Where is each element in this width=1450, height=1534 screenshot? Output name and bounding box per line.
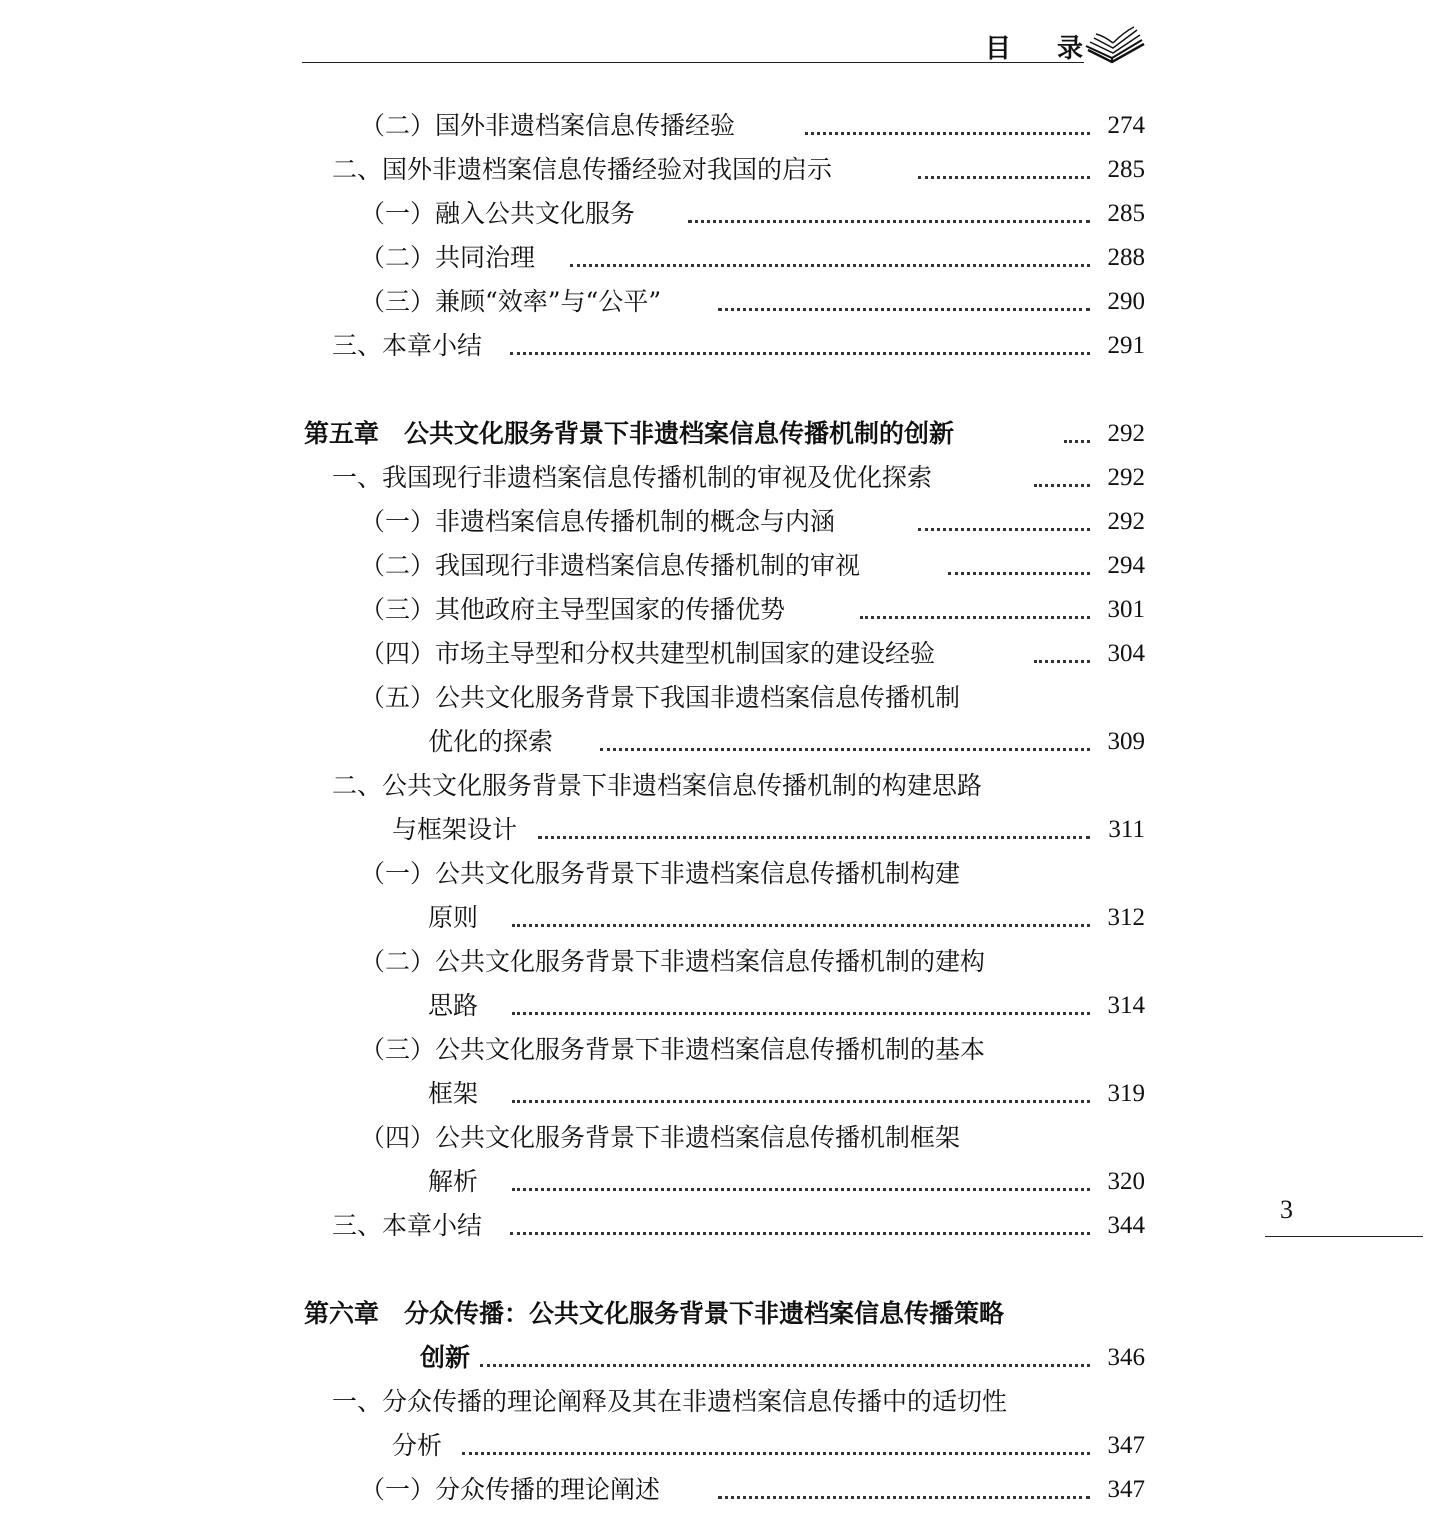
toc-page-number: 285 [1107, 156, 1145, 183]
toc-entry-title: 解析 [428, 1167, 479, 1196]
toc-entry[interactable] [0, 1470, 1150, 1510]
toc-entry[interactable] [0, 150, 1150, 190]
toc-entry-title: （五）公共文化服务背景下我国非遗档案信息传播机制 [360, 683, 961, 712]
toc-page-number: 319 [1107, 1080, 1145, 1107]
leader-dots [948, 572, 1090, 575]
leader-dots [1034, 660, 1090, 663]
leader-dots [512, 1100, 1090, 1103]
leader-dots [688, 220, 1090, 223]
toc-entry[interactable] [0, 326, 1150, 366]
toc-page-number: 312 [1107, 904, 1145, 931]
toc-entry-continuation[interactable] [0, 1162, 1150, 1202]
toc-entry-title: （一）分众传播的理论阐述 [360, 1475, 661, 1504]
leader-dots [570, 264, 1090, 267]
toc-entry-title: （一）非遗档案信息传播机制的概念与内涵 [360, 507, 836, 536]
toc-entry-title: （一）融入公共文化服务 [360, 199, 636, 228]
page-number: 3 [1280, 1195, 1293, 1224]
toc-page-number: 320 [1107, 1168, 1145, 1195]
toc-page-number: 294 [1107, 552, 1145, 579]
leader-dots [1034, 484, 1090, 487]
toc-page-number: 314 [1107, 992, 1145, 1019]
toc-page-number: 292 [1107, 508, 1145, 535]
toc-entry[interactable] [0, 766, 1150, 806]
toc-entry[interactable] [0, 634, 1150, 674]
toc-entry[interactable] [0, 502, 1150, 542]
toc-entry-title: （二）公共文化服务背景下非遗档案信息传播机制的建构 [360, 947, 986, 976]
toc-entry[interactable] [0, 854, 1150, 894]
toc-entry-continuation[interactable] [0, 986, 1150, 1026]
toc-entry[interactable] [0, 1118, 1150, 1158]
toc-page-number: 304 [1107, 640, 1145, 667]
toc-entry-title: （一）公共文化服务背景下非遗档案信息传播机制构建 [360, 859, 961, 888]
leader-dots [718, 1496, 1090, 1499]
toc-entry-continuation[interactable] [0, 1426, 1150, 1466]
toc-entry-title: （三）公共文化服务背景下非遗档案信息传播机制的基本 [360, 1035, 986, 1064]
toc-entry-title: （四）市场主导型和分权共建型机制国家的建设经验 [360, 639, 936, 668]
toc-entry[interactable] [0, 546, 1150, 586]
toc-entry-title: 框架 [428, 1079, 479, 1108]
page-number-rule [1265, 1236, 1423, 1237]
toc-entry-title: （三）兼顾“效率”与“公平” [360, 287, 662, 316]
toc-page-number: 309 [1107, 728, 1145, 755]
toc-entry[interactable] [0, 1206, 1150, 1246]
open-book-icon [1082, 24, 1148, 64]
toc-entry[interactable] [0, 590, 1150, 630]
toc-entry-title: 分析 [392, 1431, 443, 1460]
toc-page-number: 346 [1107, 1344, 1145, 1371]
toc-page-number: 344 [1107, 1212, 1145, 1239]
leader-dots [512, 924, 1090, 927]
toc-page-number: 291 [1107, 332, 1145, 359]
leader-dots [918, 176, 1090, 179]
toc-page-number: 288 [1107, 244, 1145, 271]
toc-entry-title: 第五章 公共文化服务背景下非遗档案信息传播机制的创新 [304, 419, 955, 448]
toc-entry-title: 创新 [420, 1343, 471, 1372]
toc-page-number: 290 [1107, 288, 1145, 315]
toc-entry[interactable] [0, 458, 1150, 498]
toc-entry-title: 第六章 分众传播：公共文化服务背景下非遗档案信息传播策略 [304, 1299, 1005, 1328]
toc-entry-title: 思路 [428, 991, 479, 1020]
toc-page-number: 274 [1107, 112, 1145, 139]
leader-dots [510, 1232, 1090, 1235]
leader-dots [600, 748, 1090, 751]
toc-chapter-entry[interactable] [0, 1294, 1150, 1334]
leader-dots [462, 1452, 1090, 1455]
leader-dots [480, 1364, 1090, 1367]
leader-dots [805, 132, 1090, 135]
leader-dots [512, 1188, 1090, 1191]
toc-page-number: 311 [1108, 816, 1145, 843]
toc-entry[interactable] [0, 194, 1150, 234]
leader-dots [538, 836, 1090, 839]
toc-entry-title: （二）共同治理 [360, 243, 536, 272]
toc-entry[interactable] [0, 942, 1150, 982]
toc-entry-title: 一、我国现行非遗档案信息传播机制的审视及优化探索 [332, 463, 933, 492]
toc-chapter-entry[interactable] [0, 414, 1150, 454]
toc-page-number: 292 [1107, 464, 1145, 491]
toc-page-number: 347 [1107, 1432, 1145, 1459]
toc-entry-continuation[interactable] [0, 722, 1150, 762]
toc-entry[interactable] [0, 1382, 1150, 1422]
leader-dots [510, 352, 1090, 355]
toc-entry-title: 与框架设计 [392, 815, 518, 844]
running-header-title: 目录 [985, 34, 1130, 64]
toc-entry-title: 三、本章小结 [332, 1211, 483, 1240]
toc-entry-continuation[interactable] [0, 1074, 1150, 1114]
toc-page-number: 292 [1107, 420, 1145, 447]
toc-page-number: 347 [1107, 1476, 1145, 1503]
toc-entry[interactable] [0, 282, 1150, 322]
toc-page-number: 301 [1107, 596, 1145, 623]
toc-entry-title: （四）公共文化服务背景下非遗档案信息传播机制框架 [360, 1123, 961, 1152]
leader-dots [512, 1012, 1090, 1015]
leader-dots [718, 308, 1090, 311]
leader-dots [918, 528, 1090, 531]
toc-entry-title: 一、分众传播的理论阐释及其在非遗档案信息传播中的适切性 [332, 1387, 1008, 1416]
toc-entry[interactable] [0, 1030, 1150, 1070]
toc-entry-title: （二）我国现行非遗档案信息传播机制的审视 [360, 551, 861, 580]
toc-entry-continuation[interactable] [0, 1338, 1150, 1378]
toc-entry[interactable] [0, 106, 1150, 146]
header-rule [302, 62, 1084, 63]
toc-page-number: 285 [1107, 200, 1145, 227]
toc-entry[interactable] [0, 238, 1150, 278]
toc-entry-title: 三、本章小结 [332, 331, 483, 360]
toc-entry-title: （二）国外非遗档案信息传播经验 [360, 111, 736, 140]
toc-entry-continuation[interactable] [0, 810, 1150, 850]
toc-entry-title: 原则 [428, 903, 479, 932]
toc-entry-title: 二、公共文化服务背景下非遗档案信息传播机制的构建思路 [332, 771, 983, 800]
toc-entry-title: （三）其他政府主导型国家的传播优势 [360, 595, 786, 624]
leader-dots [1064, 440, 1090, 443]
toc-entry-title: 二、国外非遗档案信息传播经验对我国的启示 [332, 155, 833, 184]
leader-dots [860, 616, 1090, 619]
toc-entry-continuation[interactable] [0, 898, 1150, 938]
toc-entry[interactable] [0, 678, 1150, 718]
toc-entry-title: 优化的探索 [428, 727, 554, 756]
